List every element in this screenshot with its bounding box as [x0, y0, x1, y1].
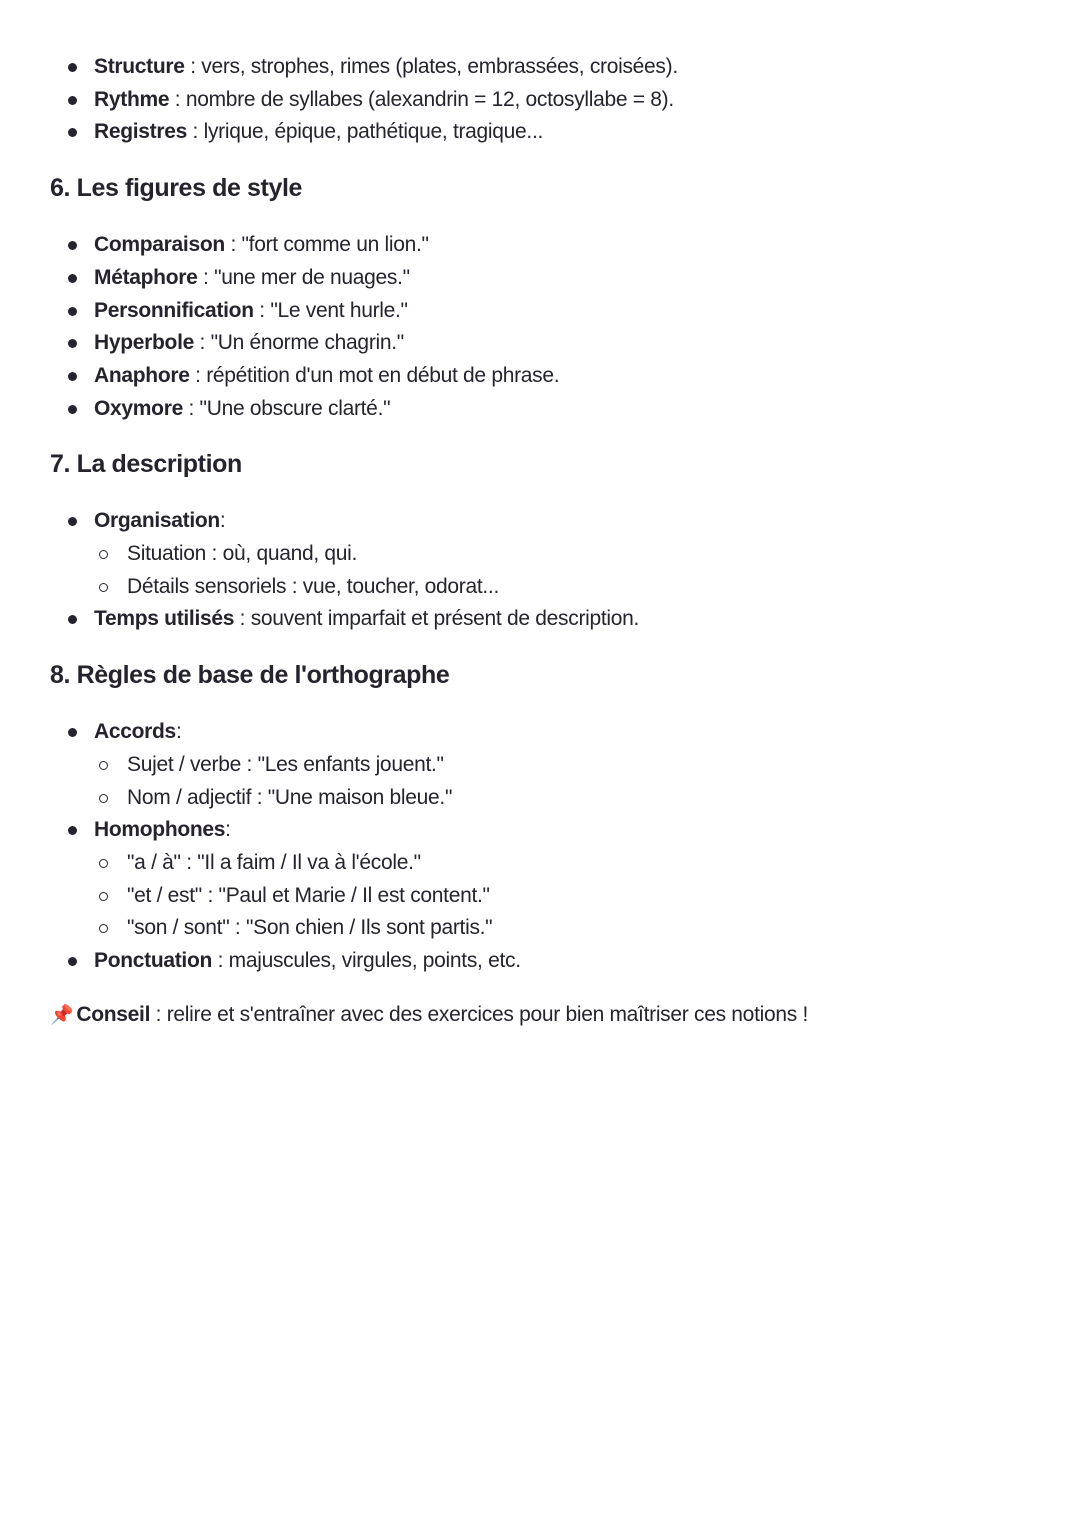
term: Organisation [94, 509, 220, 533]
definition: : vers, strophes, rimes (plates, embrassées, croisées). [184, 55, 678, 78]
section-heading: 6. Les figures de style [50, 174, 303, 203]
sub-list-item: Détails sensoriels : vue, toucher, odorat... [50, 571, 1030, 604]
section-6-list [50, 229, 1030, 425]
term: Temps utilisés [94, 607, 235, 631]
list-item [50, 360, 1030, 393]
definition: : répétition d'un mot en début de phrase. [189, 363, 560, 387]
list-item [50, 295, 1030, 328]
list-item [50, 229, 1030, 262]
list-item [50, 814, 1030, 847]
sub-list-item: Situation : où, quand, qui. [50, 538, 1030, 571]
list-item [50, 393, 1030, 426]
sub-list-item: Nom / adjectif : "Une maison bleue." [50, 782, 1030, 815]
list-item [50, 116, 1030, 149]
list-item [50, 51, 1030, 84]
section-8-list [50, 716, 1030, 978]
term: Personnification [94, 298, 254, 322]
sub-list-item: "et / est" : "Paul et Marie / Il est content." [50, 880, 1030, 913]
definition: : [219, 509, 226, 533]
definition: : souvent imparfait et présent de description. [234, 607, 640, 631]
term: Accords [94, 720, 176, 744]
sub-list-item: "son / sont" : "Son chien / Ils sont partis." [50, 912, 1030, 945]
definition: : [225, 818, 231, 842]
term: Conseil [76, 1002, 151, 1026]
definition: : "une mer de nuages." [197, 265, 410, 289]
term: Rythme [94, 87, 170, 111]
list-item [50, 84, 1030, 117]
term: Oxymore [94, 396, 183, 420]
sub-list-item: "a / à" : "Il a faim / Il va à l'école." [50, 847, 1030, 880]
document-page [50, 51, 1030, 1032]
list-item [50, 262, 1030, 295]
definition: : relire et s'entraîner avec des exercices pour bien maîtriser ces notions ! [150, 1002, 808, 1026]
section-7-list [50, 505, 1030, 636]
definition: : "fort comme un lion." [224, 233, 429, 257]
tip-note [50, 999, 1030, 1032]
definition: : lyrique, épique, pathétique, tragique... [187, 120, 544, 144]
list-item [50, 716, 1030, 749]
term: Hyperbole [94, 331, 194, 355]
term: Registres [94, 120, 188, 144]
definition: : "Une obscure clarté." [182, 396, 391, 420]
section-heading: 7. La description [50, 450, 242, 479]
list-item [50, 327, 1030, 360]
definition: : "Un énorme chagrin." [194, 331, 404, 355]
term: Structure [94, 55, 185, 78]
definition: : majuscules, virgules, points, etc. [212, 949, 521, 973]
pushpin-icon: 📌 [50, 1004, 74, 1026]
term: Ponctuation [94, 949, 213, 973]
section-5-list [50, 51, 1030, 149]
definition: : nombre de syllabes (alexandrin = 12, octosyllabe = 8). [169, 87, 674, 111]
section-heading: 8. Règles de base de l'orthographe [50, 661, 450, 690]
definition: : "Le vent hurle." [253, 298, 408, 322]
term: Métaphore [94, 265, 198, 289]
term: Anaphore [94, 363, 190, 387]
list-item [50, 505, 1030, 538]
list-item [50, 945, 1030, 978]
list-item [50, 603, 1030, 636]
sub-list-item: Sujet / verbe : "Les enfants jouent." [50, 749, 1030, 782]
definition: : [175, 720, 182, 744]
term: Comparaison [94, 233, 225, 257]
term: Homophones [94, 818, 226, 842]
